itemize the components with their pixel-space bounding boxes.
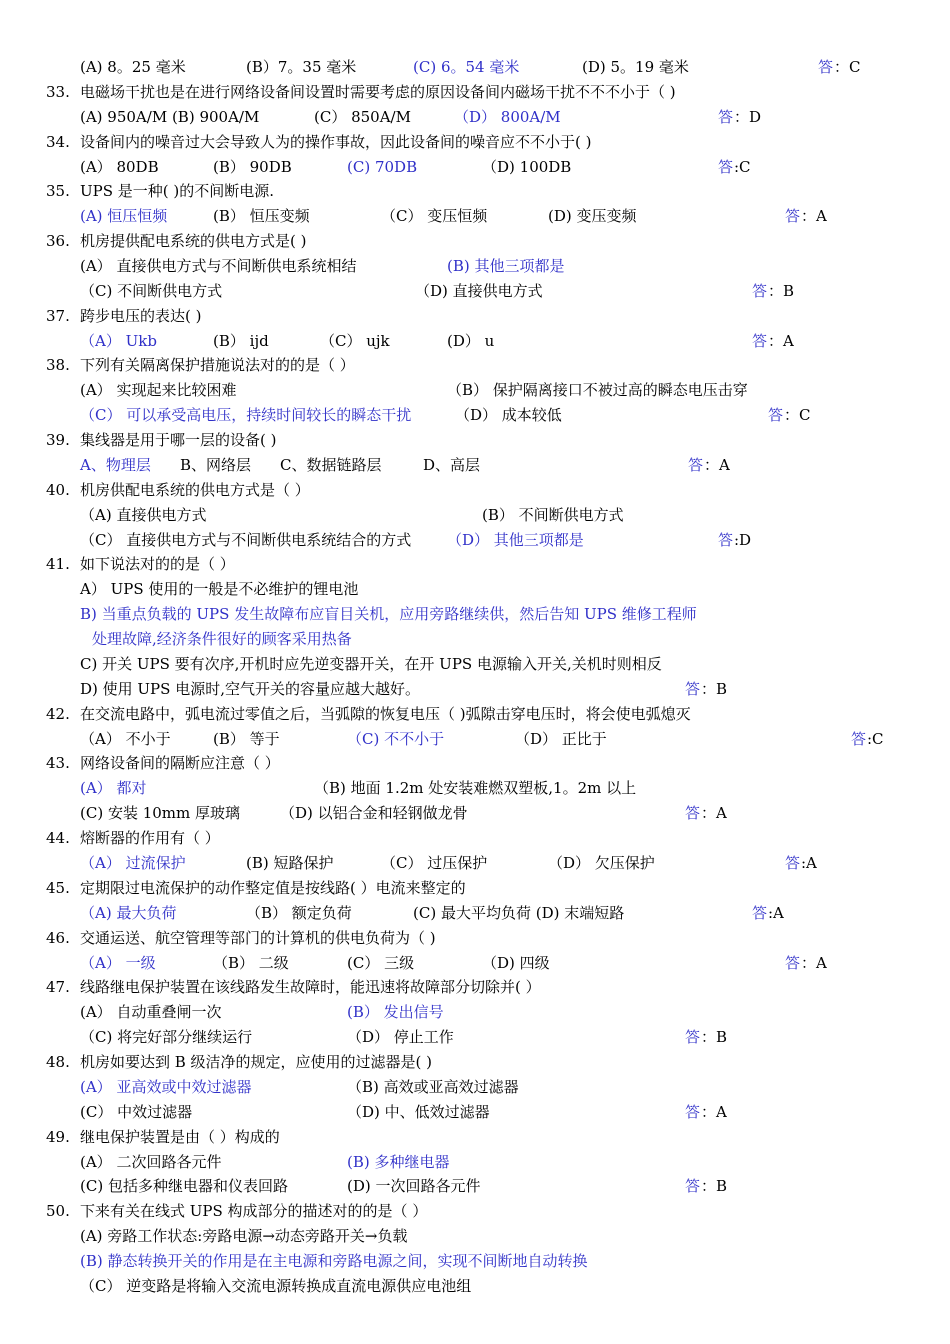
text-segment: (A) 950A/M (B) 900A/M	[80, 108, 260, 126]
text-segment: 46.	[46, 929, 70, 947]
text-segment: 定期限过电流保护的动作整定值是按线路( ）电流来整定的	[80, 879, 466, 897]
correct-option-text: (B） 发出信号	[347, 1003, 444, 1021]
text-line	[0, 702, 950, 726]
text-segment: (A) 8。25 毫米	[80, 58, 186, 76]
text-line	[0, 204, 950, 228]
text-segment: （D) 直接供电方式	[415, 282, 543, 300]
correct-option-text: (A） 亚高效或中效过滤器	[80, 1078, 252, 1096]
correct-option-text: （A） 过流保护	[80, 854, 186, 872]
text-segment: D、高层	[423, 456, 481, 474]
answer-label: 答	[718, 158, 734, 176]
text-segment: :A	[768, 904, 784, 922]
text-segment: ：D	[734, 108, 762, 126]
text-segment: 37.	[46, 307, 70, 325]
text-segment: （C） ujk	[320, 332, 390, 350]
text-segment: (A） 实现起来比较困难	[80, 381, 237, 399]
answer-label: 答	[685, 1028, 701, 1046]
text-segment: 机房供配电系统的供电方式是（ ）	[80, 481, 310, 499]
text-line	[0, 1025, 950, 1049]
correct-option-text: (B) 多种继电器	[347, 1153, 450, 1171]
text-segment: :C	[867, 730, 884, 748]
text-segment: (B）7。35 毫米	[246, 58, 357, 76]
text-segment: ：A	[701, 1103, 727, 1121]
answer-label: 答	[718, 531, 734, 549]
answer-label: 答	[685, 804, 701, 822]
text-segment: ：A	[768, 332, 794, 350]
answer-label: 答	[752, 904, 768, 922]
text-segment: (D) 5。19 毫米	[582, 58, 689, 76]
text-segment: 电磁场干扰也是在进行网络设备间设置时需要考虑的原因设备间内磁场干扰不不不小于（ )	[80, 83, 676, 101]
text-line	[0, 776, 950, 800]
text-segment: (A） 直接供电方式与不间断供电系统相结	[80, 257, 357, 275]
correct-option-text: (B) 静态转换开关的作用是在主电源和旁路电源之间，实现不间断地自动转换	[80, 1252, 588, 1270]
text-segment: （B） 保护隔离接口不被过高的瞬态电压击穿	[447, 381, 748, 399]
text-segment: （C) 将完好部分继续运行	[80, 1028, 253, 1046]
text-segment: 49.	[46, 1128, 70, 1146]
text-segment: C) 开关 UPS 要有次序,开机时应先逆变器开关，在开 UPS 电源输入开关,关机时则相反	[80, 655, 662, 673]
text-segment: (A） 自动重叠闸一次	[80, 1003, 222, 1021]
text-line	[0, 751, 950, 775]
text-line	[0, 353, 950, 377]
text-segment: （B) 高效或亚高效过滤器	[347, 1078, 519, 1096]
correct-option-text: （A） Ukb	[80, 332, 157, 350]
text-segment: D) 使用 UPS 电源时,空气开关的容量应越大越好。	[80, 680, 420, 698]
text-line	[0, 876, 950, 900]
text-segment: :A	[801, 854, 817, 872]
text-segment: （B） 额定负荷	[246, 904, 352, 922]
text-segment: 下来有关在线式 UPS 构成部分的描述对的的是（ ）	[80, 1202, 428, 1220]
text-line	[0, 1150, 950, 1174]
text-line	[0, 1224, 950, 1248]
answer-label: 答	[685, 1103, 701, 1121]
text-segment: （D) 四级	[482, 954, 550, 972]
text-segment: 熔断器的作用有（ ）	[80, 829, 220, 847]
text-line	[0, 1199, 950, 1223]
text-segment: （B) 地面 1.2m 处安装难燃双塑板,1。2m 以上	[314, 779, 637, 797]
text-segment: （C） 直接供电方式与不间断供电系统结合的方式	[80, 531, 412, 549]
text-line	[0, 179, 950, 203]
text-line	[0, 1274, 950, 1298]
correct-option-text: (B) 其他三项都是	[447, 257, 565, 275]
correct-option-text: （C) 不不小于	[347, 730, 445, 748]
text-line	[0, 627, 950, 651]
text-segment: 48.	[46, 1053, 70, 1071]
text-segment: ：C	[834, 58, 861, 76]
text-segment: （D) 中、低效过滤器	[347, 1103, 490, 1121]
text-segment: 44.	[46, 829, 70, 847]
text-line	[0, 602, 950, 626]
text-segment: （D) 100DB	[482, 158, 572, 176]
text-segment: ：B	[701, 1028, 728, 1046]
text-segment: ：C	[784, 406, 811, 424]
text-segment: （D) 以铝合金和轻钢做龙骨	[280, 804, 468, 822]
text-segment: (C） 中效过滤器	[80, 1103, 193, 1121]
text-line	[0, 1075, 950, 1099]
text-line	[0, 1174, 950, 1198]
text-line	[0, 1000, 950, 1024]
text-segment: 33.	[46, 83, 70, 101]
text-line	[0, 801, 950, 825]
text-segment: (B） 不间断供电方式	[482, 506, 624, 524]
text-segment: (A） 二次回路各元件	[80, 1153, 222, 1171]
text-segment: （A） 不小于	[80, 730, 171, 748]
text-line	[0, 951, 950, 975]
text-line	[0, 80, 950, 104]
correct-option-text: （D） 800A/M	[454, 108, 561, 126]
text-segment: 40.	[46, 481, 70, 499]
text-segment: （C） 变压恒频	[381, 207, 488, 225]
text-segment: (C) 最大平均负荷 (D) 末端短路	[413, 904, 625, 922]
correct-option-text: (A） 都对	[80, 779, 147, 797]
text-segment: 36.	[46, 232, 70, 250]
text-segment: C、数据链路层	[280, 456, 382, 474]
text-segment: 机房如要达到 B 级洁净的规定，应使用的过滤器是( )	[80, 1053, 433, 1071]
text-segment: UPS 是一种( )的不间断电源.	[80, 182, 275, 200]
text-line	[0, 279, 950, 303]
correct-option-text: B) 当重点负载的 UPS 发生故障布应盲目关机，应用旁路继续供，然后告知 UPS 维修工程师	[80, 605, 697, 623]
text-segment: ：B	[768, 282, 795, 300]
correct-option-text: （A) 最大负荷	[80, 904, 177, 922]
correct-option-text: (C) 6。54 毫米	[413, 58, 520, 76]
answer-label: 答	[685, 680, 701, 698]
correct-option-text: (A) 恒压恒频	[80, 207, 168, 225]
text-line	[0, 304, 950, 328]
text-segment: （D） 正比于	[515, 730, 607, 748]
text-line	[0, 851, 950, 875]
text-segment: ：A	[801, 954, 827, 972]
answer-label: 答	[785, 954, 801, 972]
text-line	[0, 1249, 950, 1273]
text-line	[0, 453, 950, 477]
answer-label: 答	[818, 58, 834, 76]
text-line	[0, 727, 950, 751]
text-segment: (C) 安装 10mm 厚玻璃	[80, 804, 241, 822]
text-line	[0, 105, 950, 129]
text-segment: (B） 90DB	[213, 158, 292, 176]
answer-label: 答	[785, 854, 801, 872]
text-segment: 设备间内的噪音过大会导致人为的操作事故，因此设备间的噪音应不不小于( )	[80, 133, 592, 151]
text-segment: A） UPS 使用的一般是不必维护的锂电池	[80, 580, 359, 598]
text-segment: (B） 等于	[213, 730, 280, 748]
text-segment: :C	[734, 158, 751, 176]
answer-label: 答	[752, 282, 768, 300]
text-line	[0, 901, 950, 925]
text-segment: 39.	[46, 431, 70, 449]
text-line	[0, 975, 950, 999]
text-segment: ：A	[704, 456, 730, 474]
text-segment: ：A	[801, 207, 827, 225]
text-segment: 网络设备间的隔断应注意（ ）	[80, 754, 280, 772]
text-segment: :D	[734, 531, 752, 549]
text-segment: 42.	[46, 705, 70, 723]
text-segment: 43.	[46, 754, 70, 772]
text-segment: （B） 二级	[213, 954, 289, 972]
text-segment: (B） ijd	[213, 332, 269, 350]
text-segment: 47.	[46, 978, 70, 996]
text-line	[0, 677, 950, 701]
text-line	[0, 552, 950, 576]
correct-option-text: （D） 其他三项都是	[447, 531, 584, 549]
text-segment: ：B	[701, 1177, 728, 1195]
text-segment: (C） 850A/M	[314, 108, 411, 126]
text-segment: 如下说法对的的是（ ）	[80, 555, 235, 573]
text-segment: (A) 旁路工作状态:旁路电源→动态旁路开关→负载	[80, 1227, 408, 1245]
text-segment: (A） 80DB	[80, 158, 159, 176]
text-segment: 38.	[46, 356, 70, 374]
answer-label: 答	[768, 406, 784, 424]
text-line	[0, 1050, 950, 1074]
text-line	[0, 428, 950, 452]
text-line	[0, 1100, 950, 1124]
text-line	[0, 155, 950, 179]
text-line	[0, 478, 950, 502]
text-segment: （A) 直接供电方式	[80, 506, 207, 524]
text-line	[0, 403, 950, 427]
text-line	[0, 826, 950, 850]
text-line	[0, 503, 950, 527]
text-line	[0, 528, 950, 552]
text-line	[0, 577, 950, 601]
text-segment: (D) 一次回路各元件	[347, 1177, 481, 1195]
text-segment: （D） 欠压保护	[548, 854, 655, 872]
text-segment: 45.	[46, 879, 70, 897]
text-segment: 在交流电路中，弧电流过零值之后，当弧隙的恢复电压（ )弧隙击穿电压时，将会使电弧熄灭	[80, 705, 691, 723]
text-segment: (B） 恒压变频	[213, 207, 310, 225]
answer-label: 答	[851, 730, 867, 748]
text-segment: 41.	[46, 555, 70, 573]
text-segment: 线路继电保护装置在该线路发生故障时，能迅速将故障部分切除并( ）	[80, 978, 541, 996]
text-segment: (D） u	[447, 332, 495, 350]
text-line	[0, 1125, 950, 1149]
text-line	[0, 130, 950, 154]
text-segment: (D) 变压变频	[548, 207, 637, 225]
text-segment: 跨步电压的表达( )	[80, 307, 202, 325]
answer-label: 答	[688, 456, 704, 474]
text-line	[0, 378, 950, 402]
text-segment: (C) 包括多种继电器和仪表回路	[80, 1177, 288, 1195]
text-segment: （C） 逆变路是将输入交流电源转换成直流电源供应电池组	[80, 1277, 472, 1295]
text-line	[0, 254, 950, 278]
correct-option-text: 处理故障,经济条件很好的顾客采用热备	[92, 630, 352, 648]
text-line	[0, 329, 950, 353]
text-segment: 34.	[46, 133, 70, 151]
correct-option-text: (C) 70DB	[347, 158, 418, 176]
text-segment: （C) 不间断供电方式	[80, 282, 223, 300]
answer-label: 答	[685, 1177, 701, 1195]
text-segment: 继电保护装置是由（ ）构成的	[80, 1128, 280, 1146]
text-segment: ：B	[701, 680, 728, 698]
text-segment: （C） 过压保护	[381, 854, 488, 872]
text-segment: (B) 短路保护	[246, 854, 334, 872]
text-segment: （D） 停止工作	[347, 1028, 454, 1046]
correct-option-text: A、物理层	[80, 456, 151, 474]
answer-label: 答	[718, 108, 734, 126]
text-segment: 机房提供配电系统的供电方式是( )	[80, 232, 307, 250]
text-segment: B、网络层	[180, 456, 252, 474]
text-segment: 下列有关隔离保护措施说法对的的是（ ）	[80, 356, 355, 374]
text-line	[0, 229, 950, 253]
text-line	[0, 652, 950, 676]
text-segment: ：A	[701, 804, 727, 822]
text-segment: （D） 成本较低	[455, 406, 562, 424]
text-segment: 35.	[46, 182, 70, 200]
answer-label: 答	[752, 332, 768, 350]
text-line	[0, 55, 950, 79]
answer-label: 答	[785, 207, 801, 225]
text-segment: 集线器是用于哪一层的设备( )	[80, 431, 277, 449]
text-segment: 交通运送、航空管理等部门的计算机的供电负荷为（ )	[80, 929, 436, 947]
correct-option-text: （C） 可以承受高电压，持续时间较长的瞬态干扰	[80, 406, 412, 424]
text-segment: (C） 三级	[347, 954, 415, 972]
correct-option-text: （A） 一级	[80, 954, 156, 972]
text-line	[0, 926, 950, 950]
text-segment: 50.	[46, 1202, 70, 1220]
